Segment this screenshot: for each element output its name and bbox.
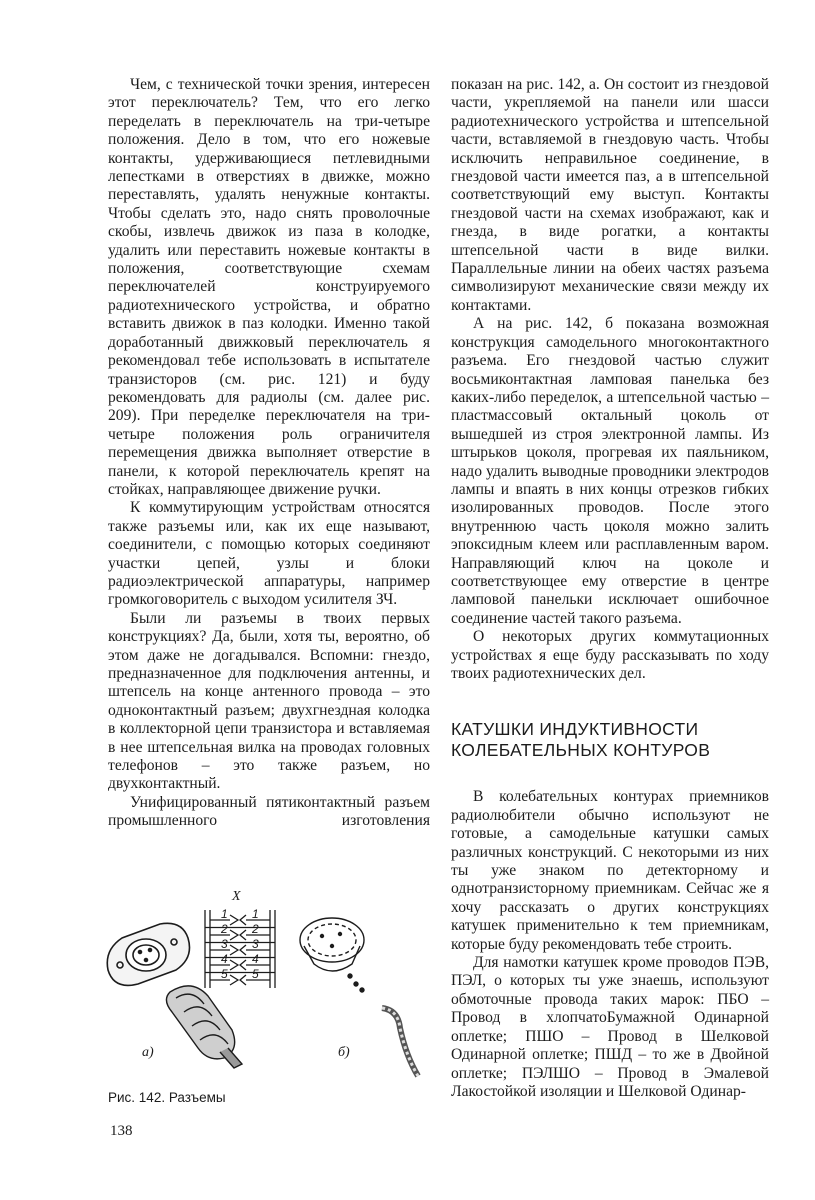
paragraph: В колебательных контурах приемников радиолюбители обычно используют не готовые, а самодельные катушки самых различных конструкций. С некоторыми из них ты уже знаком по детекторному и однотранзисторному приемникам. Сейчас же я хочу рассказать о других конструкциях катушек применительно к тем приемникам, которые буду рекомендовать тебе строить. <box>451 788 769 953</box>
socket-contact <box>230 930 238 940</box>
contact-number: 1 <box>252 907 259 921</box>
plug-contact <box>240 975 246 985</box>
section-heading: КАТУШКИ ИНДУКТИВНОСТИ КОЛЕБАТЕЛЬНЫХ КОНТУРОВ <box>451 719 711 761</box>
connector-illustration <box>100 880 440 1080</box>
page-number: 138 <box>110 1123 133 1139</box>
contact-number: 5 <box>252 967 259 981</box>
contact-number: 1 <box>221 907 228 921</box>
plug-contact <box>240 960 246 970</box>
plug-contact <box>240 915 246 925</box>
socket-contact <box>230 975 238 985</box>
connector-label: X <box>232 889 241 904</box>
socket-contact <box>230 915 238 925</box>
figure-label-a: а) <box>142 1045 154 1060</box>
figure-connectors <box>100 880 440 1080</box>
contact-number: 3 <box>252 937 259 951</box>
left-column <box>108 76 430 831</box>
paragraph: Были ли разъемы в твоих первых конструкциях? Да, были, хотя ты, вероятно, об этом даже не догадывался. Вспомни: гнездо, предназначенное для подключения антенны, и штепсель на конце антенного провода – это одноконтактный разъем; двухгнездная колодка в коллекторной цепи транзистора и вставляемая в нее штепсельная вилка на проводах головных телефонов – это также разъем, но двухконтактный. <box>108 609 430 793</box>
contact-number: 5 <box>221 967 228 981</box>
paragraph: А на рис. 142, б показана возможная конструкция самодельного многоконтактного разъема. Его гнездовой частью служит восьмиконтактная ламповая панелька без каких-либо переделок, а штепсельной частью – пластмассовый октальный цоколь от вышедшей из строя электронной лампы. Из штырьков цоколя, прогревая их паяльником, надо удалить выводные проводники электродов лампы и впаять в них концы отрезков гибких изолированных проводов. После этого внутреннюю часть цоколя можно залить эпоксидным клеем или расплавленным варом. Направляющий ключ на цоколе и соответствующее ему отверстие в центре ламповой панельки исключает ошибочное соединение частей такого разъема. <box>451 315 769 627</box>
paragraph: К коммутирующим устройствам относятся также разъемы или, как их еще называют, соединители, с помощью которых соединяют участки цепей, узлы и блоки радиоэлектрической аппаратуры, например громкоговоритель с выходом усилителя ЗЧ. <box>108 499 430 609</box>
plug-contact <box>240 930 246 940</box>
paragraph: Унифицированный пятиконтактный разъем промышленного изготовления <box>108 793 430 830</box>
plug-contact <box>240 945 246 955</box>
contact-number-labels <box>220 907 259 981</box>
right-column <box>451 76 769 1101</box>
connector-socket-a <box>107 923 189 985</box>
connector-schematic <box>205 910 275 988</box>
contact-number: 2 <box>221 922 228 936</box>
paragraph: О некоторых других коммутационных устройствах я еще буду рассказывать по ходу твоих радиотехнических дел. <box>451 628 769 682</box>
contact-number: 4 <box>221 952 228 966</box>
connector-octal-b <box>300 918 418 1076</box>
connector-plug-a <box>166 986 242 1068</box>
socket-contact <box>230 960 238 970</box>
figure-caption: Рис. 142. Разъемы <box>108 1090 226 1105</box>
paragraph: Для намотки катушек кроме проводов ПЭВ, ПЭЛ, о которых ты уже знаешь, используют обмоточные провода таких марок: ПБО – Провод в хлопчатоБумажной Одинарной оплетке; ПШО – Провод в Шелковой Одинарной оплетке; ПШД – то же в Двойной оплетке; ПЭЛШО – Провод в Эмалевой Лакостойкой изоляции и Шелковой Одинар- <box>451 954 769 1100</box>
contact-number: 2 <box>252 922 259 936</box>
paragraph: Чем, с технической точки зрения, интересен этот переключатель? Тем, что его легко переделать в переключатель на три-четыре положения. Дело в том, что его ножевые контакты, удерживающиеся петлевидными лепестками в отверстиях в движке, можно переставлять, удалять ненужные контакты. Чтобы сделать это, надо снять проволочные скобы, извлечь движок из паза в колодке, удалить или переставить ножевые контакты в положения, соответствующие схемам переключателей конструируемого радиотехнического устройства, и обратно вставить движок в паз колодки. Именно такой доработанный движковый переключатель я рекомендовал тебе использовать в испытателе транзисторов (см. рис. 121) и буду рекомендовать для радиолы (см. далее рис. 209). При переделке переключателя на три-четыре положения роль ограничителя перемещения движка выполняет отверстие в панели, к которой переключатель крепят на стойках, направляющее движение ручки. <box>108 76 430 498</box>
paragraph: показан на рис. 142, а. Он состоит из гнездовой части, укрепляемой на панели или шасси радиотехнического устройства и штепсельной части, вставляемой в гнездовую часть. Чтобы исключить неправильное соединение, в гнездовой части имеется паз, а в штепсельной соответствующий ему выступ. Контакты гнездовой части на схемах изображают, как и гнезда, в виде рогатки, а контакты штепсельной части в виде вилки. Параллельные линии на обеих частях разъема символизируют механические связи между их контактами. <box>451 76 769 314</box>
socket-contact <box>230 945 238 955</box>
contact-number: 3 <box>221 937 228 951</box>
contact-number: 4 <box>252 952 259 966</box>
figure-label-b: б) <box>338 1045 350 1060</box>
